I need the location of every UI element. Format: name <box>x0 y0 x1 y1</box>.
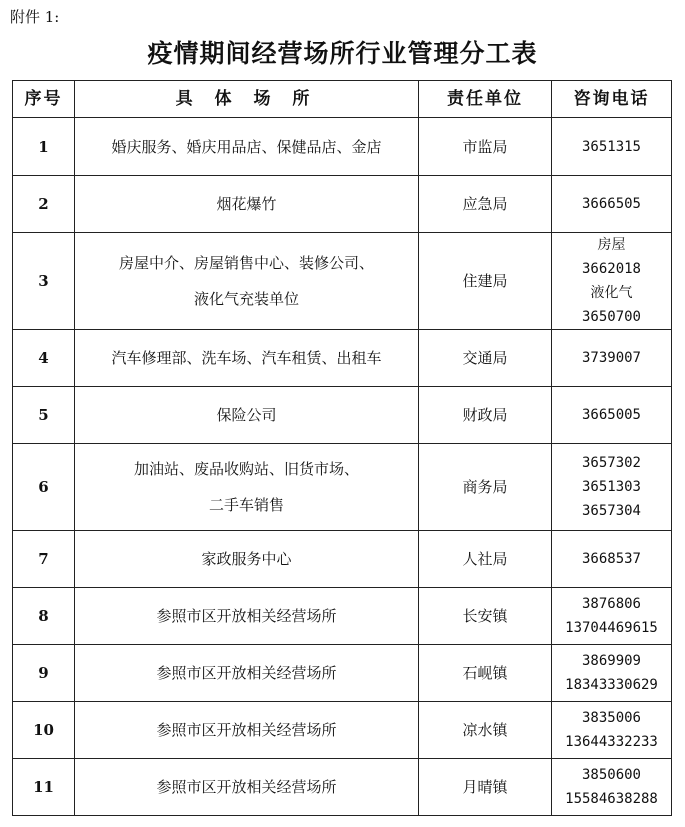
row-number: 6 <box>13 444 75 531</box>
attachment-label: 附件 1: <box>10 8 60 26</box>
row-unit: 应急局 <box>419 176 552 233</box>
row-place <box>75 387 419 444</box>
row-unit: 市监局 <box>419 118 552 176</box>
row-unit: 财政局 <box>419 387 552 444</box>
place-line: 液化气充装单位 <box>193 290 299 308</box>
row-unit: 石岘镇 <box>419 645 552 702</box>
row-phone <box>552 702 672 759</box>
table-row <box>13 645 672 702</box>
table-row <box>13 330 672 387</box>
management-table <box>12 80 672 816</box>
table-row <box>13 588 672 645</box>
place-line: 婚庆服务、婚庆用品店、保健品店、金店 <box>111 137 382 156</box>
row-unit: 长安镇 <box>419 588 552 645</box>
table-row <box>13 233 672 330</box>
row-unit: 商务局 <box>419 444 552 531</box>
row-place <box>75 118 419 176</box>
phone-line: 13704469615 <box>565 620 658 636</box>
header-no: 序号 <box>13 81 75 118</box>
row-unit: 交通局 <box>419 330 552 387</box>
place-line: 烟花爆竹 <box>216 195 277 213</box>
table-row <box>13 387 672 444</box>
place-line: 保险公司 <box>216 406 277 424</box>
row-phone <box>552 588 672 645</box>
row-place <box>75 176 419 233</box>
phone-line: 3869909 <box>581 653 641 669</box>
place-line: 房屋中介、房屋销售中心、装修公司、 <box>118 254 374 272</box>
phone-line: 3665005 <box>581 407 641 423</box>
phone-line: 3657304 <box>581 503 641 519</box>
row-number: 11 <box>13 759 75 816</box>
row-place <box>75 702 419 759</box>
row-place <box>75 531 419 588</box>
row-place <box>75 444 419 531</box>
place-line: 二手车销售 <box>208 496 284 514</box>
place-line: 加油站、废品收购站、旧货市场、 <box>133 460 359 478</box>
place-line: 汽车修理部、洗车场、汽车租赁、出租车 <box>111 349 382 367</box>
row-phone <box>552 233 672 330</box>
header-place: 具 体 场 所 <box>75 81 419 118</box>
phone-line: 3651315 <box>581 138 641 155</box>
table-row <box>13 444 672 531</box>
phone-line: 3835006 <box>581 710 641 726</box>
row-phone <box>552 118 672 176</box>
phone-line: 18343330629 <box>565 677 658 693</box>
row-number: 4 <box>13 330 75 387</box>
phone-line: 3666505 <box>581 196 641 212</box>
table-row <box>13 118 672 176</box>
place-line: 家政服务中心 <box>201 550 292 568</box>
row-place <box>75 759 419 816</box>
phone-line: 3668537 <box>581 551 641 567</box>
page-title: 疫情期间经营场所行业管理分工表 <box>147 39 538 68</box>
row-number: 1 <box>13 118 75 176</box>
phone-line: 15584638288 <box>565 791 658 807</box>
row-phone <box>552 176 672 233</box>
phone-line: 液化气 <box>590 285 633 301</box>
row-phone <box>552 531 672 588</box>
row-place <box>75 645 419 702</box>
phone-line: 3876806 <box>581 596 641 612</box>
phone-line: 3651303 <box>581 479 641 495</box>
row-number: 7 <box>13 531 75 588</box>
header-phone: 咨询电话 <box>552 81 672 118</box>
row-number: 8 <box>13 588 75 645</box>
phone-line: 3650700 <box>581 309 641 325</box>
row-place <box>75 330 419 387</box>
row-number: 10 <box>13 702 75 759</box>
table-row <box>13 702 672 759</box>
table-row <box>13 531 672 588</box>
place-line: 参照市区开放相关经营场所 <box>156 721 337 739</box>
phone-line: 3657302 <box>581 455 641 471</box>
table-row <box>13 759 672 816</box>
row-number: 5 <box>13 387 75 444</box>
place-line: 参照市区开放相关经营场所 <box>156 607 337 625</box>
row-phone <box>552 444 672 531</box>
row-place <box>75 588 419 645</box>
row-number: 3 <box>13 233 75 330</box>
row-phone <box>552 330 672 387</box>
row-unit: 凉水镇 <box>419 702 552 759</box>
phone-line: 3662018 <box>581 261 641 277</box>
row-number: 2 <box>13 176 75 233</box>
phone-line: 3739007 <box>581 350 641 366</box>
row-phone <box>552 387 672 444</box>
row-phone <box>552 645 672 702</box>
phone-line: 13644332233 <box>565 734 658 750</box>
row-unit: 住建局 <box>419 233 552 330</box>
row-number: 9 <box>13 645 75 702</box>
place-line: 参照市区开放相关经营场所 <box>156 664 337 682</box>
row-phone <box>552 759 672 816</box>
table-row <box>13 176 672 233</box>
phone-line: 3850600 <box>581 767 641 783</box>
place-line: 参照市区开放相关经营场所 <box>156 778 337 796</box>
row-unit: 月晴镇 <box>419 759 552 816</box>
phone-line: 房屋 <box>597 237 626 253</box>
row-unit: 人社局 <box>419 531 552 588</box>
row-place <box>75 233 419 330</box>
table-header-row <box>13 81 672 118</box>
header-unit: 责任单位 <box>419 81 552 118</box>
